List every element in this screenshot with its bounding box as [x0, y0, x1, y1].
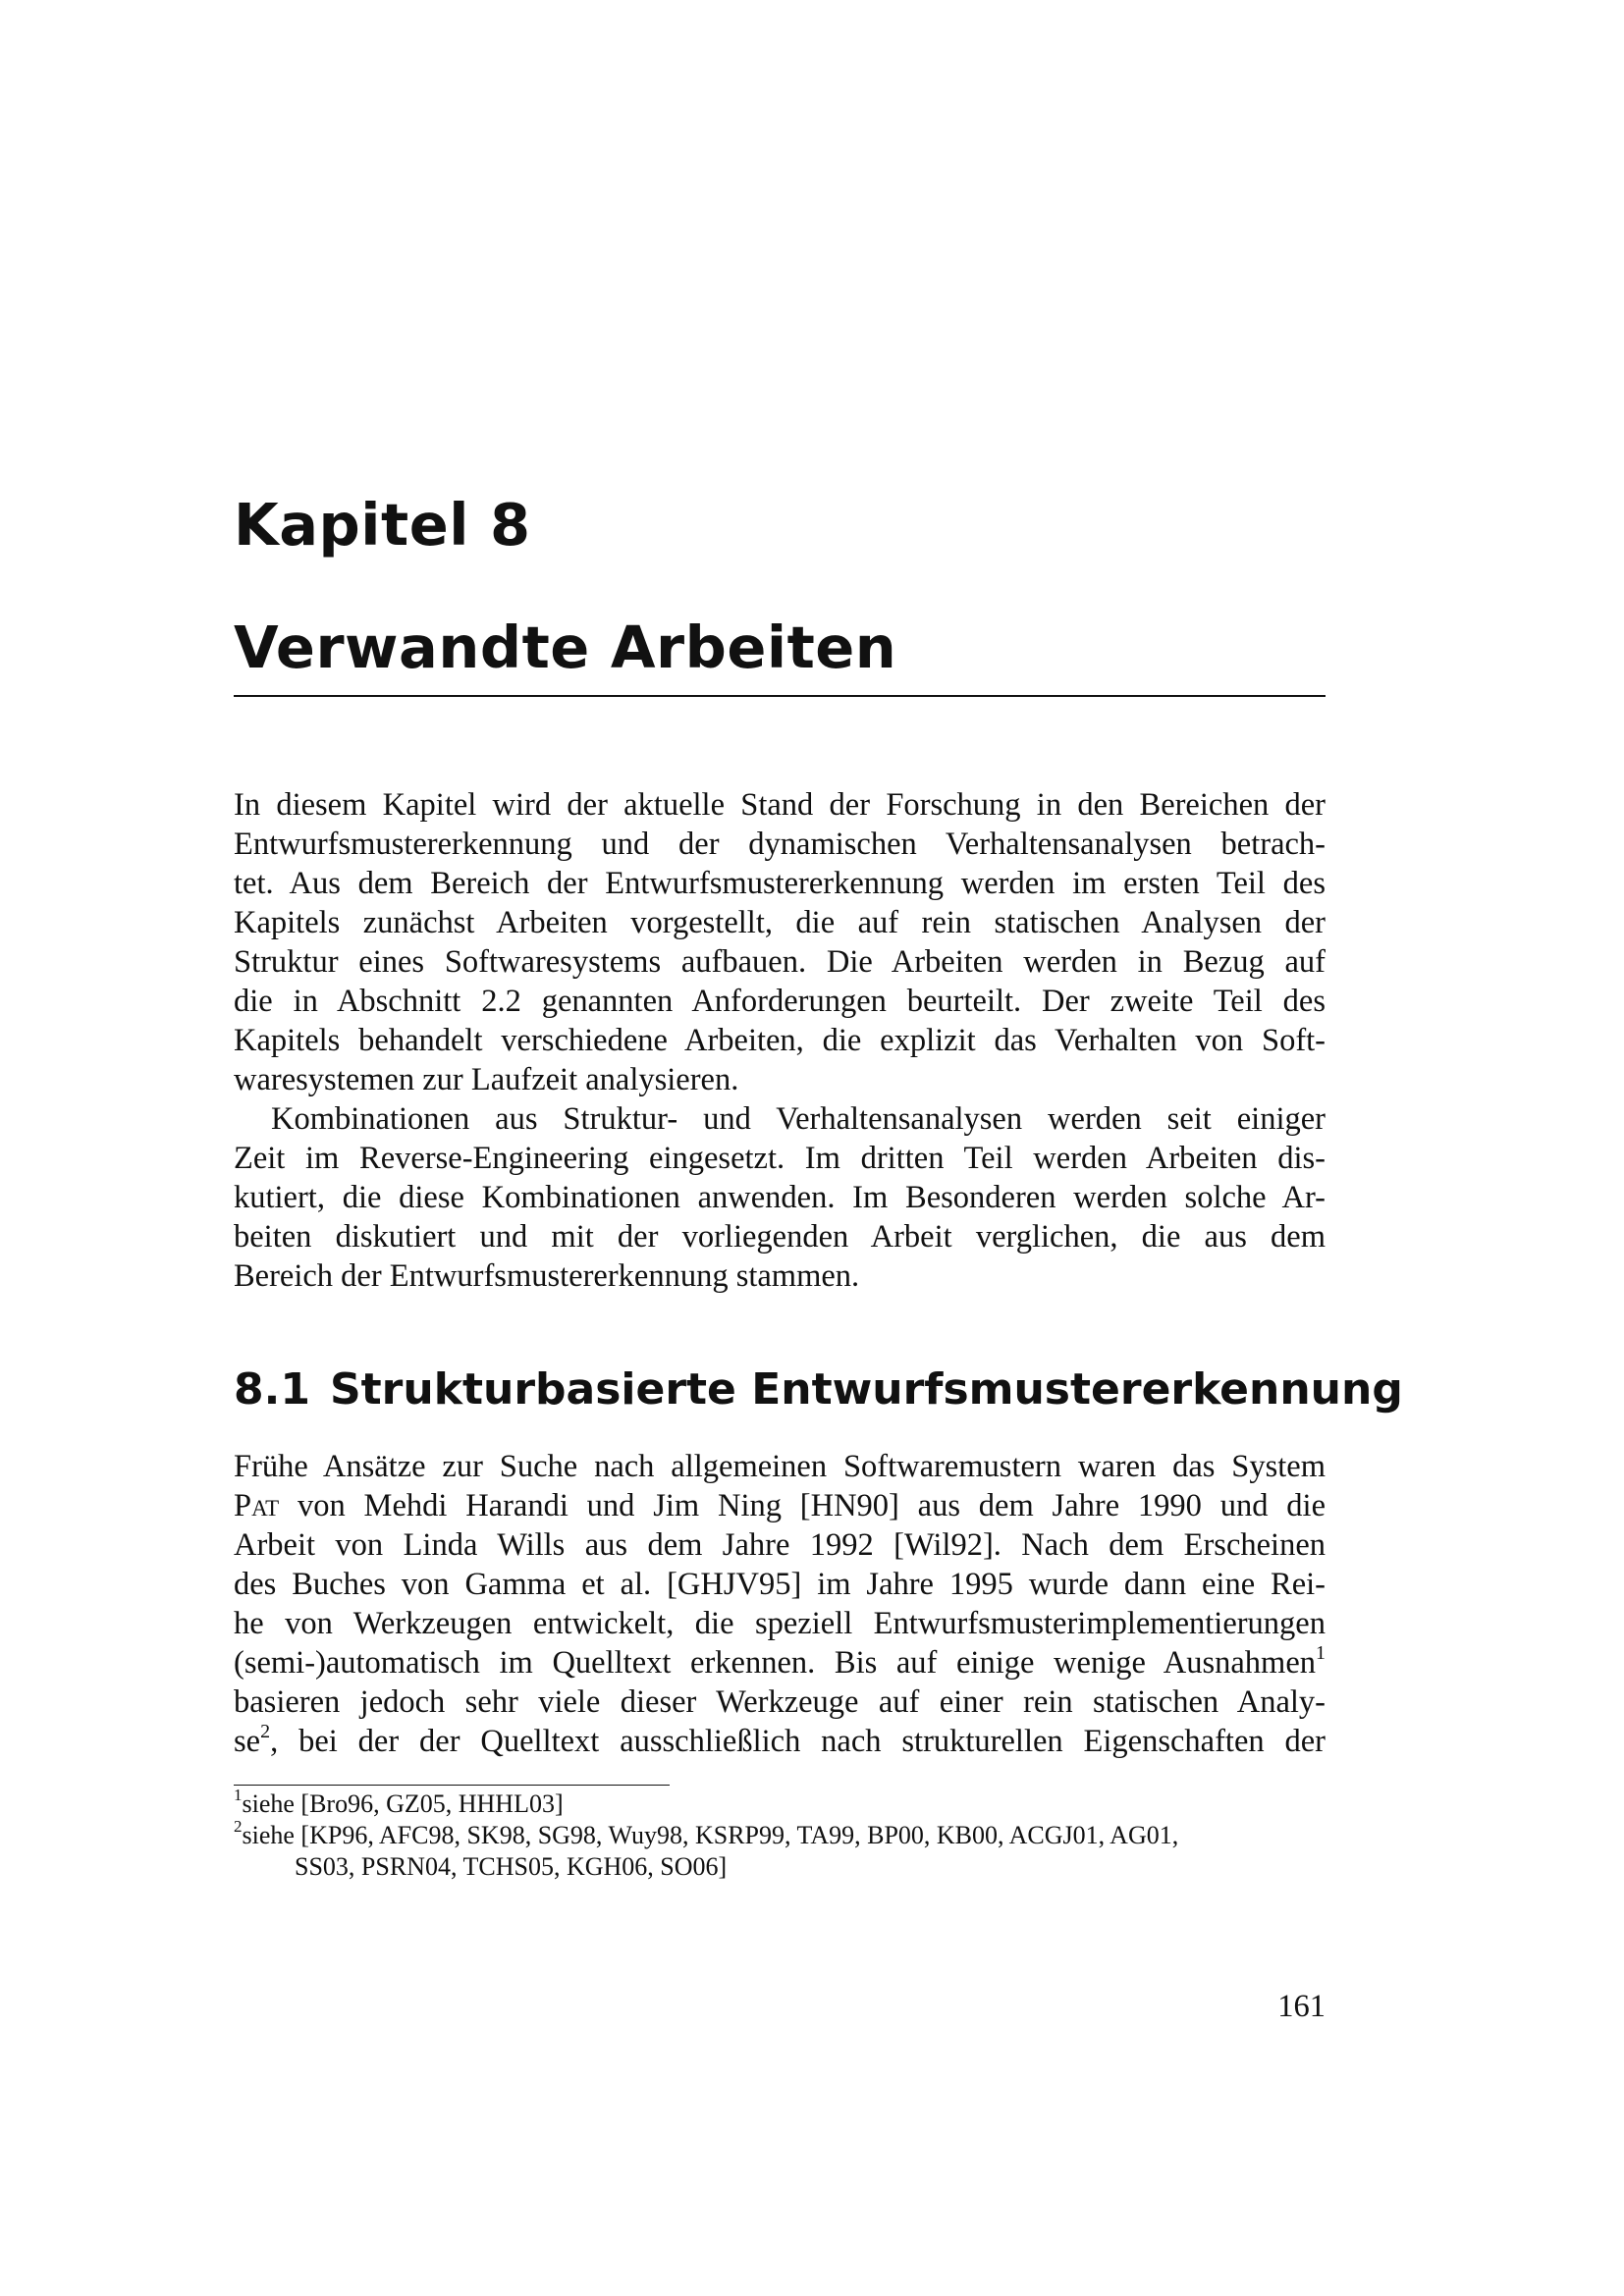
footnote-mark-2: 2	[260, 1721, 271, 1743]
text-line: des Buches von Gamma et al. [GHJV95] im Jahre 1995 wurde dann eine Rei-	[234, 1567, 1326, 1602]
text-line: Kombinationen aus Struktur- und Verhaltensanalysen werden seit einiger	[271, 1101, 1326, 1137]
text-line: waresystemen zur Laufzeit analysieren.	[234, 1062, 739, 1097]
text-line: tet. Aus dem Bereich der Entwurfsmustererkennung werden im ersten Teil des	[234, 866, 1326, 901]
chapter-title: Verwandte Arbeiten	[234, 614, 897, 681]
footnote-1: $^1$siehe [Bro96, GZ05, HHHL03]	[234, 1786, 564, 1818]
text-line: Bereich der Entwurfsmustererkennung stammen.	[234, 1258, 860, 1294]
text-line: Arbeit von Linda Wills aus dem Jahre 1992 [Wil92]. Nach dem Erscheinen	[234, 1527, 1326, 1563]
text-line: Frühe Ansätze zur Suche nach allgemeinen Softwaremustern waren das System	[234, 1449, 1326, 1484]
text-line: Struktur eines Softwaresystems aufbauen. Die Arbeiten werden in Bezug auf	[234, 944, 1326, 980]
page-number: 161	[1277, 1989, 1326, 2024]
intro-paragraph-1	[234, 785, 1326, 1099]
system-name-pat: Pat	[234, 1488, 280, 1523]
text-line: Pat von Mehdi Harandi und Jim Ning [HN90] aus dem Jahre 1990 und die	[234, 1488, 1326, 1523]
section-number: 8.1	[234, 1364, 310, 1415]
text-line: Kapitels behandelt verschiedene Arbeiten, die explizit das Verhalten von Soft-	[234, 1023, 1326, 1058]
section-paragraph	[234, 1447, 1326, 1761]
text-line: die in Abschnitt 2.2 genannten Anforderungen beurteilt. Der zweite Teil des	[234, 984, 1326, 1019]
text-line: kutiert, die diese Kombinationen anwenden. Im Besonderen werden solche Ar-	[234, 1180, 1326, 1215]
text-line: basieren jedoch sehr viele dieser Werkzeuge auf einer rein statischen Analy-	[234, 1684, 1326, 1720]
footnote-mark-1: 1	[1316, 1642, 1326, 1665]
text-line: In diesem Kapitel wird der aktuelle Stand der Forschung in den Bereichen der	[234, 787, 1326, 823]
chapter-title-rule	[234, 695, 1326, 697]
text-line: (semi-)automatisch im Quelltext erkennen. Bis auf einige wenige Ausnahmen$^1$	[234, 1642, 1326, 1681]
footnote-2: $^2$siehe [KP96, AFC98, SK98, SG98, Wuy98, KSRP99, TA99, BP00, KB00, ACGJ01, AG01,	[234, 1817, 1179, 1849]
footnote-rule	[234, 1785, 670, 1786]
section-title: Strukturbasierte Entwurfsmustererkennung	[329, 1364, 1403, 1415]
text-line: Kapitels zunächst Arbeiten vorgestellt, die auf rein statischen Analysen der	[234, 905, 1326, 940]
text-line: he von Werkzeugen entwickelt, die speziell Entwurfsmusterimplementierungen	[234, 1606, 1326, 1641]
text-line: $se^2$, bei der der Quelltext ausschließlich nach strukturellen Eigenschaften der	[234, 1721, 1326, 1759]
chapter-label: Kapitel 8	[234, 491, 531, 559]
text-line: Zeit im Reverse-Engineering eingesetzt. Im dritten Teil werden Arbeiten dis-	[234, 1141, 1326, 1176]
section-heading	[234, 1361, 1403, 1419]
footnote-2-continuation: SS03, PSRN04, TCHS05, KGH06, SO06]	[295, 1852, 728, 1881]
text-line: beiten diskutiert und mit der vorliegenden Arbeit verglichen, die aus dem	[234, 1219, 1326, 1255]
text-line: Entwurfsmustererkennung und der dynamischen Verhaltensanalysen betrach-	[234, 827, 1326, 862]
footnotes	[234, 1786, 1326, 1883]
intro-paragraph-2	[234, 1099, 1326, 1296]
